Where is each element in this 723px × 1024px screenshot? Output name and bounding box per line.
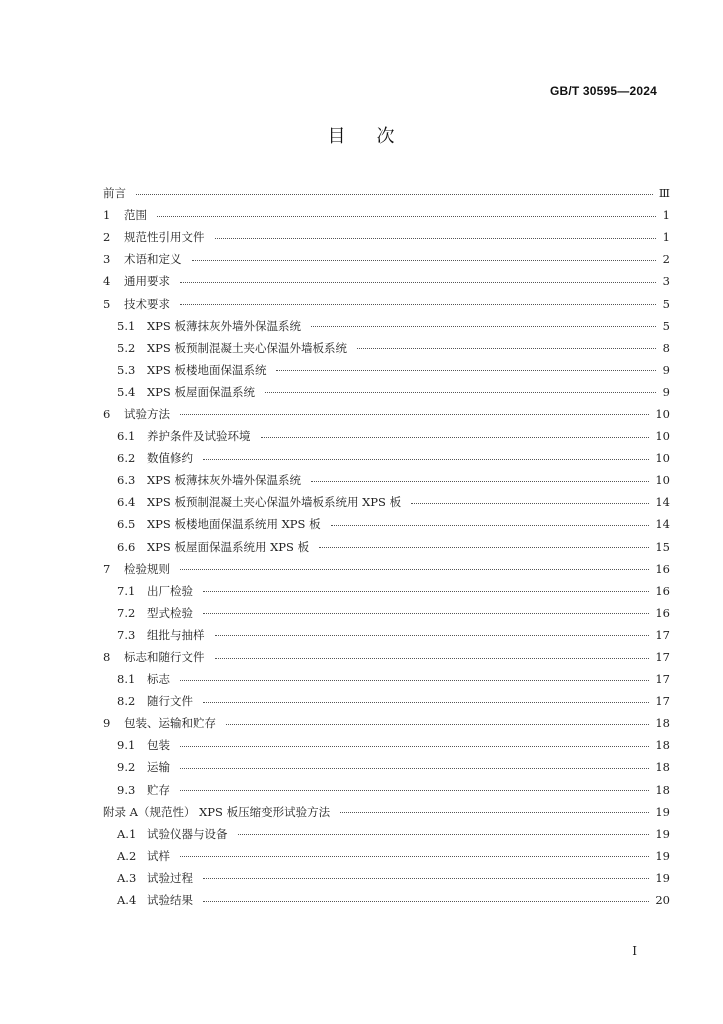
title-char-2: 次 xyxy=(376,126,396,147)
dot-leader xyxy=(180,856,649,857)
toc-entry[interactable] xyxy=(103,756,670,778)
dot-leader xyxy=(331,525,650,526)
toc-entry-label: 试验过程 xyxy=(147,870,193,885)
table-of-contents xyxy=(103,182,670,911)
toc-entry[interactable] xyxy=(103,447,670,469)
toc-entry-label: 型式检验 xyxy=(147,605,193,620)
toc-entry[interactable] xyxy=(103,889,670,911)
dot-leader xyxy=(180,304,656,305)
toc-entry-page: 18 xyxy=(655,760,670,775)
dot-leader xyxy=(226,724,649,725)
toc-entry-label: XPS 板薄抹灰外墙外保温系统 xyxy=(147,318,301,333)
toc-entry[interactable] xyxy=(103,646,670,668)
toc-entry-label: 术语和定义 xyxy=(124,252,182,267)
toc-entry[interactable] xyxy=(103,668,670,690)
toc-entry-label: XPS 板屋面保温系统 xyxy=(147,384,255,399)
toc-entry-number: 5 xyxy=(103,296,111,311)
toc-entry-number: 6 xyxy=(103,406,111,421)
dot-leader xyxy=(203,591,649,592)
dot-leader xyxy=(203,702,649,703)
toc-entry-label: 试验结果 xyxy=(147,893,193,908)
toc-entry[interactable] xyxy=(103,491,670,513)
dot-leader xyxy=(215,238,657,239)
toc-entry-number: 6.3 xyxy=(117,473,136,488)
toc-entry-number: 6.4 xyxy=(117,495,136,510)
toc-entry-page: 17 xyxy=(655,672,670,687)
standard-code: GB/T 30595—2024 xyxy=(549,84,657,98)
toc-entry-page: 10 xyxy=(655,429,670,444)
toc-entry-page: 14 xyxy=(655,517,670,532)
toc-entry-label: XPS 板楼地面保温系统用 XPS 板 xyxy=(147,517,321,532)
toc-entry[interactable] xyxy=(103,580,670,602)
toc-entry[interactable] xyxy=(103,315,670,337)
toc-entry-number: 7.2 xyxy=(117,605,136,620)
toc-entry-label: 附录 A（规范性） XPS 板压缩变形试验方法 xyxy=(103,804,331,819)
dot-leader xyxy=(215,658,650,659)
toc-entry-label: XPS 板预制混凝土夹心保温外墙板系统 xyxy=(147,340,347,355)
dot-leader xyxy=(411,503,649,504)
title-char-1: 目 xyxy=(327,126,347,147)
toc-entry-number: 2 xyxy=(103,230,111,245)
dot-leader xyxy=(180,790,649,791)
toc-entry-number: 4 xyxy=(103,274,111,289)
toc-entry[interactable] xyxy=(103,867,670,889)
toc-entry-label: 标志和随行文件 xyxy=(124,650,205,665)
dot-leader xyxy=(311,326,656,327)
toc-entry-page: 1 xyxy=(662,208,670,223)
toc-entry-number: 9 xyxy=(103,716,111,731)
toc-entry-page: 19 xyxy=(655,848,670,863)
dot-leader xyxy=(180,746,649,747)
toc-entry[interactable] xyxy=(103,337,670,359)
toc-entry-page: 16 xyxy=(655,561,670,576)
toc-entry-label: 贮存 xyxy=(147,782,170,797)
toc-entry-number: 9.2 xyxy=(117,760,136,775)
toc-entry-number: 7.1 xyxy=(117,583,136,598)
toc-entry-number: 9.1 xyxy=(117,738,136,753)
toc-entry[interactable] xyxy=(103,359,670,381)
toc-entry-number: 6.1 xyxy=(117,429,136,444)
toc-entry[interactable] xyxy=(103,734,670,756)
toc-entry-page: 10 xyxy=(655,406,670,421)
toc-entry-label: 通用要求 xyxy=(124,274,170,289)
toc-entry-page: 19 xyxy=(655,804,670,819)
toc-entry-number: 6.5 xyxy=(117,517,136,532)
toc-entry-label: 包装 xyxy=(147,738,170,753)
toc-entry[interactable] xyxy=(103,801,670,823)
toc-entry-page: 18 xyxy=(655,716,670,731)
dot-leader xyxy=(215,635,650,636)
toc-entry-label: 养护条件及试验环境 xyxy=(147,429,251,444)
toc-entry-page: 5 xyxy=(662,296,670,311)
toc-entry-label: XPS 板屋面保温系统用 XPS 板 xyxy=(147,539,310,554)
toc-entry-page: 3 xyxy=(662,274,670,289)
toc-entry[interactable] xyxy=(103,425,670,447)
toc-entry-page: 17 xyxy=(655,627,670,642)
toc-entry-number: 6.2 xyxy=(117,451,136,466)
toc-entry-label: XPS 板楼地面保温系统 xyxy=(147,362,267,377)
toc-entry-page: 16 xyxy=(655,583,670,598)
toc-entry[interactable] xyxy=(103,558,670,580)
toc-entry-label: 试样 xyxy=(147,848,170,863)
toc-entry[interactable] xyxy=(103,381,670,403)
dot-leader xyxy=(180,414,649,415)
toc-entry[interactable] xyxy=(103,602,670,624)
dot-leader xyxy=(276,370,656,371)
toc-entry-label: 规范性引用文件 xyxy=(124,230,205,245)
toc-entry-page: 5 xyxy=(662,318,670,333)
toc-entry[interactable] xyxy=(103,248,670,270)
toc-entry-number: 8 xyxy=(103,650,111,665)
toc-entry[interactable] xyxy=(103,292,670,314)
toc-entry-number: 5.2 xyxy=(117,340,136,355)
toc-entry-label: XPS 板预制混凝土夹心保温外墙板系统用 XPS 板 xyxy=(147,495,402,510)
toc-entry-page: 10 xyxy=(655,473,670,488)
toc-entry-label: 包装、运输和贮存 xyxy=(124,716,216,731)
toc-entry-page: 19 xyxy=(655,870,670,885)
dot-leader xyxy=(311,481,649,482)
toc-entry[interactable] xyxy=(103,204,670,226)
page-title xyxy=(0,122,723,148)
toc-entry-number: 5.1 xyxy=(117,318,136,333)
toc-entry[interactable] xyxy=(103,469,670,491)
toc-entry-page: 9 xyxy=(662,384,670,399)
toc-entry-number: 5.3 xyxy=(117,362,136,377)
toc-entry-number: 5.4 xyxy=(117,384,136,399)
dot-leader xyxy=(157,216,656,217)
dot-leader xyxy=(261,437,650,438)
toc-entry[interactable] xyxy=(103,270,670,292)
toc-entry-page: 1 xyxy=(662,230,670,245)
toc-entry-label: 组批与抽样 xyxy=(147,627,205,642)
toc-entry-number: 9.3 xyxy=(117,782,136,797)
toc-entry-number: 3 xyxy=(103,252,111,267)
toc-entry-page: 17 xyxy=(655,650,670,665)
toc-entry-page: 9 xyxy=(662,362,670,377)
toc-entry[interactable] xyxy=(103,779,670,801)
toc-entry-label: 试验方法 xyxy=(124,406,170,421)
toc-entry[interactable] xyxy=(103,226,670,248)
toc-entry-number: 7 xyxy=(103,561,111,576)
dot-leader xyxy=(136,194,653,195)
toc-entry-page: 18 xyxy=(655,782,670,797)
dot-leader xyxy=(180,569,649,570)
toc-entry-number: 6.6 xyxy=(117,539,136,554)
toc-entry[interactable] xyxy=(103,624,670,646)
dot-leader xyxy=(357,348,656,349)
toc-entry-label: 标志 xyxy=(147,672,170,687)
toc-entry-label: 随行文件 xyxy=(147,694,193,709)
toc-entry-page: 8 xyxy=(662,340,670,355)
toc-entry[interactable] xyxy=(103,536,670,558)
dot-leader xyxy=(203,901,649,902)
toc-entry-label: 出厂检验 xyxy=(147,583,193,598)
toc-entry-label: 数值修约 xyxy=(147,451,193,466)
toc-entry-label: 运输 xyxy=(147,760,170,775)
dot-leader xyxy=(238,834,650,835)
toc-entry[interactable] xyxy=(103,403,670,425)
dot-leader xyxy=(180,282,656,283)
toc-entry-page: 18 xyxy=(655,738,670,753)
toc-entry-page: 15 xyxy=(655,539,670,554)
toc-entry-label: 试验仪器与设备 xyxy=(147,826,228,841)
dot-leader xyxy=(203,878,649,879)
toc-entry-number: A.3 xyxy=(117,870,137,885)
toc-entry-number: A.1 xyxy=(117,826,137,841)
toc-entry-number: A.4 xyxy=(117,893,137,908)
toc-entry-label: 检验规则 xyxy=(124,561,170,576)
toc-entry-page: Ⅲ xyxy=(658,186,670,201)
toc-entry[interactable] xyxy=(103,182,670,204)
toc-entry-page: 16 xyxy=(655,605,670,620)
toc-entry-number: 7.3 xyxy=(117,627,136,642)
toc-entry-page: 14 xyxy=(655,495,670,510)
toc-entry-page: 10 xyxy=(655,451,670,466)
dot-leader xyxy=(203,613,649,614)
dot-leader xyxy=(180,768,649,769)
toc-entry[interactable] xyxy=(103,513,670,535)
toc-entry[interactable] xyxy=(103,823,670,845)
toc-entry-label: 技术要求 xyxy=(124,296,170,311)
toc-entry[interactable] xyxy=(103,690,670,712)
toc-entry-number: 8.1 xyxy=(117,672,136,687)
toc-entry[interactable] xyxy=(103,845,670,867)
dot-leader xyxy=(265,392,656,393)
toc-entry-label: 范围 xyxy=(124,208,147,223)
toc-entry-page: 2 xyxy=(662,252,670,267)
page-number: I xyxy=(632,944,637,958)
toc-entry[interactable] xyxy=(103,712,670,734)
dot-leader xyxy=(319,547,649,548)
toc-entry-number: 1 xyxy=(103,208,111,223)
toc-entry-label: 前言 xyxy=(103,186,126,201)
toc-entry-page: 19 xyxy=(655,826,670,841)
dot-leader xyxy=(340,812,649,813)
toc-entry-number: 8.2 xyxy=(117,694,136,709)
dot-leader xyxy=(180,680,649,681)
toc-entry-page: 20 xyxy=(655,893,670,908)
dot-leader xyxy=(192,260,657,261)
toc-entry-page: 17 xyxy=(655,694,670,709)
dot-leader xyxy=(203,459,649,460)
toc-entry-label: XPS 板薄抹灰外墙外保温系统 xyxy=(147,473,301,488)
toc-entry-number: A.2 xyxy=(117,848,137,863)
